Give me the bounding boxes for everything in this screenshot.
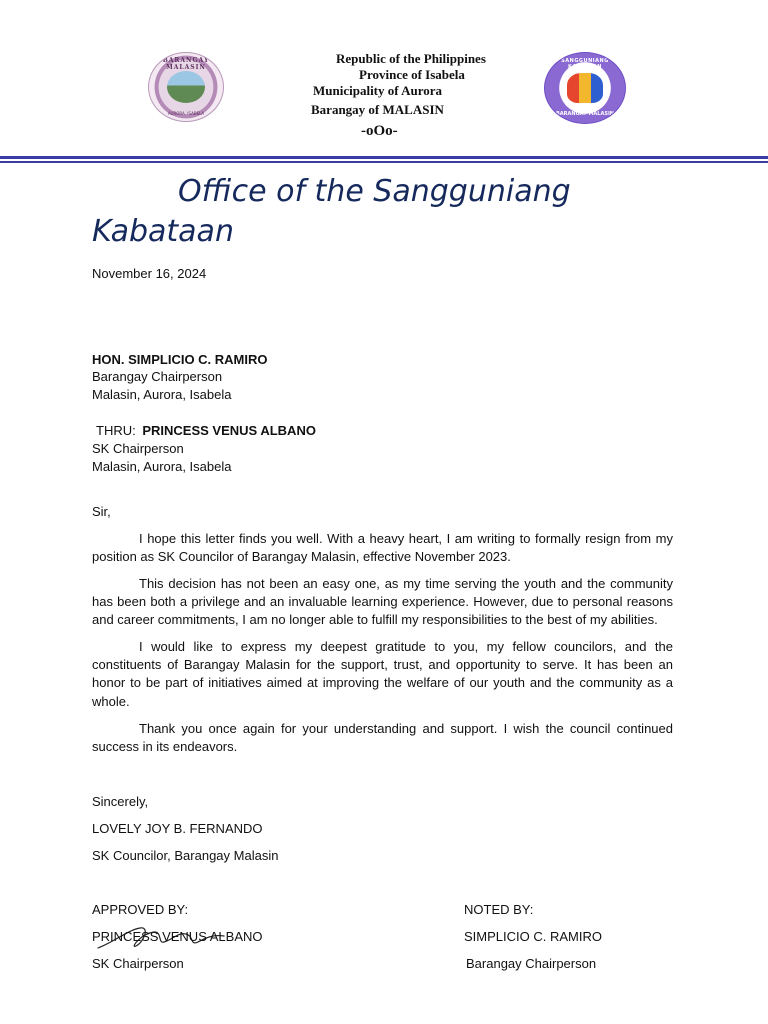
header-province: Province of Isabela bbox=[359, 67, 465, 82]
header-rule-bottom bbox=[0, 161, 768, 163]
office-title bbox=[92, 172, 692, 252]
header-republic: Republic of the Philippines bbox=[336, 51, 486, 66]
letter-date: November 16, 2024 bbox=[92, 266, 207, 281]
body-paragraph-4: Thank you once again for your understanding and support. I wish the council continued success in its endeavors. bbox=[92, 721, 673, 755]
closing: Sincerely, bbox=[92, 794, 149, 809]
seal-right-emblem bbox=[567, 73, 603, 103]
office-title-line1: Office of the Sangguniang bbox=[178, 174, 571, 209]
body-paragraph-1: I hope this letter finds you well. With a heavy heart, I am writing to formally resign from my position as SK Councilor of Barangay Malasin, effective November 2023. bbox=[92, 531, 673, 565]
seal-left-top-text: BARANGAY MALASIN bbox=[162, 57, 210, 71]
noted-position: Barangay Chairperson bbox=[466, 956, 597, 971]
noted-label: NOTED BY: bbox=[464, 902, 534, 917]
header-municipality: Municipality of Aurora bbox=[313, 83, 443, 98]
barangay-malasin-seal bbox=[148, 52, 224, 122]
thru-name: PRINCESS VENUS ALBANO bbox=[142, 423, 316, 438]
thru-line bbox=[96, 422, 316, 440]
header-divider-text: -oOo- bbox=[361, 123, 398, 139]
addressee-address: Malasin, Aurora, Isabela bbox=[92, 387, 232, 402]
thru-position: SK Chairperson bbox=[92, 441, 184, 456]
body-paragraph-3: I would like to express my deepest gratitude to you, my fellow councilors, and the constituents of Barangay Malasin for the support, trust, and opportunity to serve. It has been an honor to be part of initiatives aimed at improving the welfare of our youth and the community as a whole. bbox=[92, 639, 673, 709]
office-title-line2: Kabataan bbox=[92, 214, 234, 249]
noted-name: SIMPLICIO C. RAMIRO bbox=[464, 929, 602, 944]
addressee-name: HON. SIMPLICIO C. RAMIRO bbox=[92, 352, 268, 367]
seal-right-bottom-text: BARANGAY MALASIN bbox=[556, 111, 614, 117]
header-rule-top bbox=[0, 156, 768, 159]
addressee-position: Barangay Chairperson bbox=[92, 369, 223, 384]
salutation: Sir, bbox=[92, 504, 111, 519]
thru-label: THRU: bbox=[96, 423, 136, 438]
approved-position: SK Chairperson bbox=[92, 956, 184, 971]
sender-position: SK Councilor, Barangay Malasin bbox=[92, 848, 279, 863]
sender-name: LOVELY JOY B. FERNANDO bbox=[92, 821, 263, 836]
approved-label: APPROVED BY: bbox=[92, 902, 189, 917]
seal-left-emblem bbox=[167, 71, 205, 103]
approved-name: PRINCESS VENUS ALBANO bbox=[92, 929, 263, 944]
thru-address: Malasin, Aurora, Isabela bbox=[92, 459, 232, 474]
seal-right-top-text: SANGGUNIANG KABATAAN bbox=[561, 58, 609, 70]
seal-left-bottom-text: AURORA, ISABELA bbox=[167, 111, 205, 116]
header-barangay: Barangay of MALASIN bbox=[311, 102, 444, 117]
body-paragraph-2: This decision has not been an easy one, as my time serving the youth and the community has been both a privilege and an invaluable learning experience. However, due to personal reasons and career commitments, I am no longer able to fulfill my responsibilities to the best of my abilities. bbox=[92, 576, 673, 628]
sangguniang-kabataan-seal bbox=[544, 52, 626, 124]
